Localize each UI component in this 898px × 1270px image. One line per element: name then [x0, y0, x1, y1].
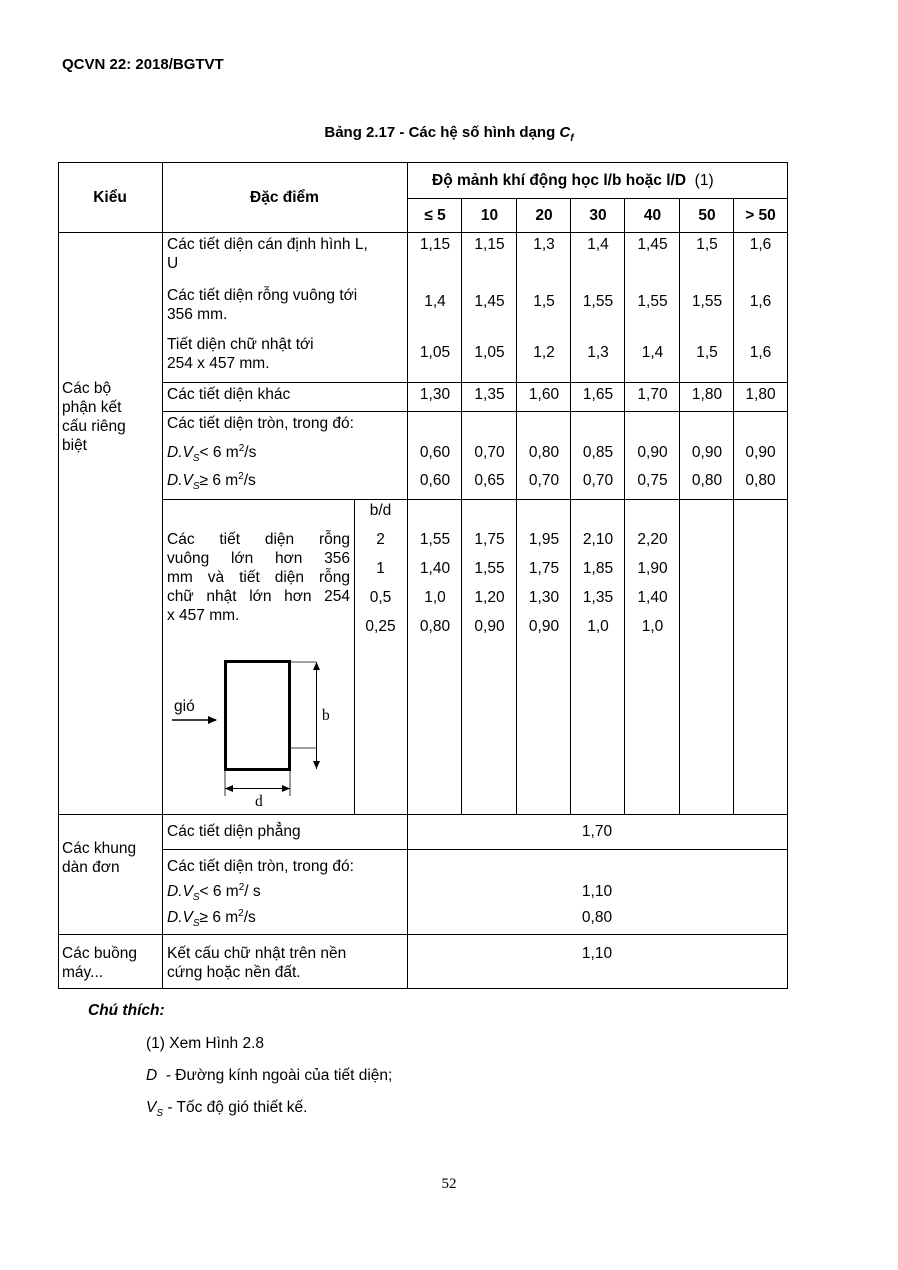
round-lt-cell: 0,90 — [745, 444, 776, 461]
hollow-cell: 2,20 — [637, 531, 668, 548]
round-ge-cell: 0,70 — [528, 472, 560, 489]
text-line: mm và tiết diện rỗng — [167, 569, 350, 586]
table-cell: 1,65 — [582, 386, 614, 403]
hollow-cell: 1,95 — [528, 531, 560, 548]
hollow-cell: 1,40 — [637, 589, 668, 606]
g2-round-lt-label: $D.V_S< 6$ $m^2/$ s — [167, 881, 261, 904]
round-ge-cell: 0,80 — [691, 472, 723, 489]
table-cell: 1,4 — [424, 293, 446, 310]
text-line: Tiết diện chữ nhật tới — [167, 336, 314, 353]
hollow-cell: 1,75 — [474, 531, 505, 548]
table-cell: 1,70 — [637, 386, 668, 403]
text-line: vuông lớn hơn 356 — [167, 550, 350, 567]
group-label-rieng-biet — [62, 379, 126, 455]
round-ge-cell: 0,80 — [745, 472, 776, 489]
ratio-header: 50 — [698, 207, 716, 224]
table-cell: 1,45 — [474, 293, 505, 310]
table-cell: 1,6 — [749, 236, 772, 253]
hollow-cell: 1,0 — [587, 618, 609, 635]
table-cell: 1,15 — [474, 236, 505, 253]
row-description — [167, 235, 368, 273]
table-cell: 1,4 — [641, 344, 664, 361]
note-3: $V_S$ - Tốc độ gió thiết kế. — [146, 1099, 308, 1120]
round-lt-cell: 0,85 — [582, 444, 614, 461]
table-cell: 1,45 — [637, 236, 668, 253]
hollow-cell: 1,55 — [419, 531, 451, 548]
bd-value: 0,25 — [365, 618, 396, 635]
row-description — [167, 286, 357, 324]
table-cell: 1,55 — [691, 293, 723, 310]
round-lt-label: $D.V_S< 6$ $m^2/s$ — [167, 442, 257, 465]
g2-round-lt-value: 1,10 — [581, 883, 613, 900]
table-title: Bảng 2.17 - Các hệ số hình dạng $C_f$ — [324, 124, 574, 144]
bd-value: 2 — [376, 531, 385, 548]
hollow-cell: 1,20 — [474, 589, 505, 606]
d-arrow-left-icon — [225, 785, 233, 792]
text-line: cấu riêng — [62, 418, 126, 435]
table-cell: 1,05 — [419, 344, 451, 361]
table-cell: 1,15 — [419, 236, 451, 253]
round-lt-cell: 0,80 — [528, 444, 560, 461]
hollow-text — [167, 530, 350, 625]
text-line: cứng hoặc nền đất. — [167, 964, 301, 981]
text-line: x 457 mm. — [167, 607, 240, 624]
note-1: (1) Xem Hình 2.8 — [146, 1035, 265, 1052]
text-line: Các bộ — [62, 380, 112, 397]
round-ge-cell: 0,60 — [419, 472, 451, 489]
table-cell: 1,5 — [696, 344, 718, 361]
table-cell: 1,30 — [419, 386, 451, 403]
ratio-header: ≤ 5 — [424, 207, 446, 224]
bd-header: b/d — [369, 502, 392, 519]
text-line: Các tiết diện khác — [167, 386, 291, 403]
text-line: Kết cấu chữ nhật trên nền — [167, 945, 347, 962]
table-cell: 1,5 — [696, 236, 718, 253]
g2-round-heading: Các tiết diện tròn, trong đó: — [167, 858, 354, 875]
text-line: Các tiết diện rỗng — [167, 531, 350, 548]
text-line: 254 x 457 mm. — [167, 355, 270, 372]
d-arrow-right-icon — [282, 785, 290, 792]
hollow-cell: 0,90 — [474, 618, 505, 635]
hollow-cell: 2,10 — [582, 531, 614, 548]
section-rectangle — [226, 662, 290, 770]
hollow-cell: 1,90 — [637, 560, 668, 577]
g3-value: 1,10 — [581, 945, 613, 962]
table-cell: 1,80 — [745, 386, 776, 403]
round-ge-cell: 0,70 — [582, 472, 614, 489]
text-line: phận kết — [62, 399, 122, 416]
header-kieu: Kiểu — [93, 189, 127, 206]
text-line: dàn đơn — [62, 859, 120, 876]
section-diagram — [162, 640, 354, 815]
text-line: biệt — [62, 437, 87, 454]
bd-value: 0,5 — [369, 589, 392, 606]
round-ge-cell: 0,65 — [474, 472, 505, 489]
text-line: 356 mm. — [167, 306, 228, 323]
table-cell: 1,4 — [587, 236, 609, 253]
g3-description — [167, 944, 346, 982]
table-cell: 1,6 — [749, 344, 772, 361]
table-cell: 1,6 — [749, 293, 772, 310]
round-ge-cell: 0,75 — [637, 472, 668, 489]
round-lt-cell: 0,90 — [691, 444, 723, 461]
b-arrow-bottom-icon — [313, 761, 320, 769]
flat-section-value: 1,70 — [581, 823, 613, 840]
table-cell: 1,2 — [533, 344, 555, 361]
table-cell: 1,55 — [637, 293, 668, 310]
b-arrow-top-icon — [313, 662, 320, 670]
round-lt-cell: 0,70 — [474, 444, 505, 461]
table-cell: 1,05 — [474, 344, 505, 361]
b-label: b — [322, 707, 330, 724]
round-lt-cell: 0,90 — [637, 444, 668, 461]
hollow-cell: 1,35 — [582, 589, 614, 606]
round-lt-cell: 0,60 — [419, 444, 451, 461]
g2-round-ge-value: 0,80 — [581, 909, 613, 926]
table-cell: 1,5 — [533, 293, 555, 310]
table-cell: 1,60 — [528, 386, 560, 403]
row-description — [167, 385, 290, 404]
ratio-header: 40 — [643, 207, 662, 224]
text-line: Các khung — [62, 840, 137, 857]
table-cell: 1,80 — [691, 386, 723, 403]
note-2: D - Đường kính ngoài của tiết diện; — [146, 1067, 393, 1084]
wind-label: gió — [174, 698, 195, 715]
header-do-manh: Độ mảnh khí động học l/b hoặc l/D (1) — [432, 172, 714, 189]
page-number: 52 — [441, 1176, 457, 1192]
text-line: Các tiết diện rỗng vuông tới — [167, 287, 358, 304]
hollow-cell: 1,55 — [474, 560, 505, 577]
bd-value: 1 — [376, 560, 385, 577]
group-label-khung-dan — [62, 839, 136, 877]
hollow-cell: 1,0 — [641, 618, 664, 635]
hollow-cell: 1,0 — [424, 589, 446, 606]
hollow-cell: 1,85 — [582, 560, 614, 577]
row-description — [167, 335, 314, 373]
hollow-cell: 0,80 — [419, 618, 451, 635]
wind-arrowhead-icon — [208, 716, 217, 724]
text-line: Các buồng — [62, 945, 137, 962]
ratio-header: 20 — [535, 207, 553, 224]
header-dac-diem: Đặc điểm — [250, 189, 319, 206]
hollow-cell: 0,90 — [528, 618, 560, 635]
document-header: QCVN 22: 2018/BGTVT — [62, 56, 224, 73]
table-cell: 1,55 — [582, 293, 614, 310]
hollow-cell: 1,30 — [528, 589, 560, 606]
text-line: U — [167, 255, 179, 272]
ratio-header: > 50 — [745, 207, 776, 224]
ratio-header: 10 — [480, 207, 499, 224]
table-cell: 1,35 — [474, 386, 505, 403]
text-line: Các tiết diện cán định hình L, — [167, 236, 368, 253]
table-cell: 1,3 — [533, 236, 555, 253]
notes-heading: Chú thích: — [88, 1002, 165, 1019]
flat-section-desc: Các tiết diện phẳng — [167, 823, 301, 840]
text-line: chữ nhật lớn hơn 254 — [167, 588, 350, 605]
round-heading: Các tiết diện tròn, trong đó: — [167, 415, 354, 432]
round-ge-label: $D.V_S\ge 6$ $m^2/s$ — [167, 470, 256, 493]
d-label: d — [255, 793, 263, 810]
group-label-buong-may — [62, 944, 137, 982]
g2-round-ge-label: $D.V_S\ge 6$ $m^2/s$ — [167, 907, 256, 930]
text-line: máy... — [62, 964, 104, 981]
table-cell: 1,3 — [587, 344, 609, 361]
hollow-cell: 1,75 — [528, 560, 560, 577]
hollow-cell: 1,40 — [419, 560, 451, 577]
ratio-header: 30 — [589, 207, 607, 224]
